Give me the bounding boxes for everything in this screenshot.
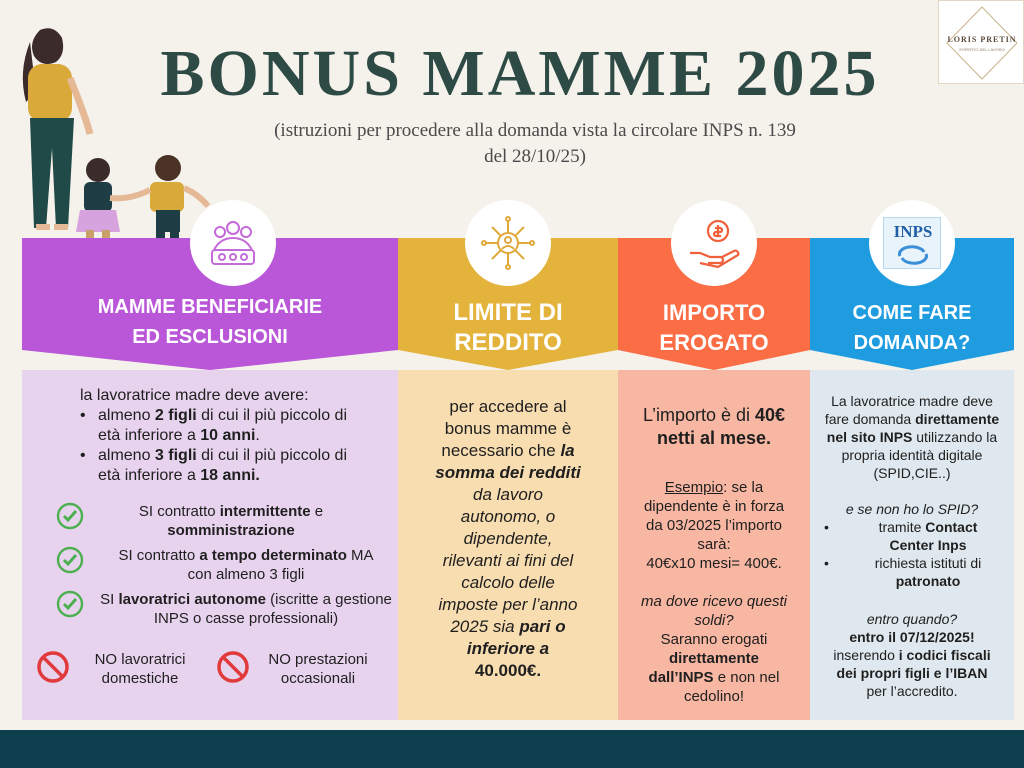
column-title-line-1: COME FARE bbox=[852, 302, 972, 324]
text-bold: dei propri figli e l’IBAN bbox=[836, 665, 988, 681]
text: 2025 sia bbox=[450, 617, 520, 636]
page-subtitle bbox=[190, 118, 880, 170]
text-line bbox=[406, 616, 610, 638]
text-line bbox=[622, 404, 806, 427]
list-item bbox=[824, 554, 1014, 590]
column-title bbox=[618, 298, 810, 358]
allowed-item-determinato bbox=[56, 546, 396, 584]
deadline-text bbox=[810, 610, 1014, 700]
text: utilizzando la bbox=[912, 429, 998, 445]
text: di cui il più piccolo di bbox=[196, 407, 347, 424]
column-title-line-1: IMPORTO bbox=[662, 300, 766, 325]
text-line bbox=[622, 668, 806, 687]
text-bold: 40.000€. bbox=[474, 661, 542, 680]
text-bold: la bbox=[560, 441, 575, 460]
text-bold: 40€ bbox=[755, 405, 786, 425]
column-title bbox=[22, 292, 398, 352]
text: MA bbox=[346, 547, 374, 564]
text: necessario che bbox=[441, 441, 561, 460]
text-line bbox=[810, 428, 1014, 446]
text-bold: Center Inps bbox=[889, 537, 967, 553]
text-line bbox=[406, 462, 610, 484]
column-header bbox=[22, 238, 398, 370]
text: NO lavoratrici bbox=[94, 651, 186, 668]
text-bold: intermittente bbox=[219, 503, 311, 520]
network-person-icon bbox=[478, 213, 538, 273]
text-line bbox=[406, 440, 610, 462]
text: entro quando? bbox=[866, 611, 958, 627]
text: almeno bbox=[98, 407, 155, 424]
text-line bbox=[810, 610, 1014, 628]
list-item bbox=[80, 446, 380, 486]
text-line bbox=[406, 638, 610, 660]
text: SI contratto bbox=[138, 503, 220, 520]
text: età inferiore a bbox=[98, 467, 201, 484]
family-group-icon bbox=[204, 214, 262, 272]
text-line bbox=[406, 660, 610, 682]
text-line: dipendente è in forza bbox=[643, 498, 785, 515]
text: ma dove ricevo questi bbox=[641, 593, 787, 610]
allowed-item-autonome bbox=[56, 590, 396, 628]
logo-tagline: ESPERTO DEL LAVORO bbox=[959, 47, 1005, 52]
text-line bbox=[406, 506, 610, 528]
recycle-arrows-icon bbox=[884, 242, 942, 268]
allowed-item-intermittente bbox=[56, 502, 366, 540]
prohibited-icon bbox=[36, 650, 70, 684]
text-bold: direttamente bbox=[915, 411, 1000, 427]
how-to-apply-text bbox=[810, 392, 1014, 482]
text-line: 40€x10 mesi= 400€. bbox=[646, 555, 782, 572]
column-title bbox=[398, 298, 618, 358]
excluded-text bbox=[258, 650, 378, 688]
text: e bbox=[310, 503, 324, 520]
text-line bbox=[622, 611, 806, 630]
text-bold: dall’INPS bbox=[648, 669, 714, 686]
column-icon-badge bbox=[190, 200, 276, 286]
column-title-line-2: EROGATO bbox=[659, 330, 769, 355]
text: SI contratto bbox=[118, 547, 200, 564]
page-title: BONUS MAMME 2025 bbox=[160, 37, 880, 110]
text: rilevanti ai fini del bbox=[442, 551, 574, 570]
text-line: (SPID,CIE..) bbox=[873, 465, 951, 481]
text: calcolo delle bbox=[461, 573, 555, 592]
text-bold: somma dei redditi bbox=[435, 463, 581, 482]
text-line bbox=[622, 427, 806, 450]
text-line bbox=[810, 646, 1014, 664]
text-bold: netti al mese. bbox=[656, 428, 772, 448]
text-line bbox=[810, 500, 1014, 518]
text: e se non ho lo SPID? bbox=[845, 501, 979, 517]
column-body bbox=[618, 370, 810, 720]
text: dipendente, bbox=[463, 529, 553, 548]
list-item bbox=[824, 518, 1014, 554]
requirements-list bbox=[80, 406, 380, 486]
text-bold: pari o bbox=[519, 617, 566, 636]
text-line bbox=[622, 592, 806, 611]
logo-name: LORIS PRETIN bbox=[947, 35, 1017, 44]
text: almeno bbox=[98, 447, 155, 464]
text: da lavoro bbox=[473, 485, 543, 504]
text: tramite bbox=[878, 519, 926, 535]
income-limit-text bbox=[406, 396, 610, 682]
text-line: per accedere al bbox=[449, 397, 567, 416]
text-line: bonus mamme è bbox=[444, 419, 572, 438]
text-line: cedolino! bbox=[683, 688, 745, 705]
column-title-line-1: LIMITE DI bbox=[453, 299, 563, 326]
text-line bbox=[622, 478, 806, 497]
prohibited-icon bbox=[216, 650, 250, 684]
list-item bbox=[80, 406, 380, 446]
subtitle-line-2: del 28/10/25) bbox=[484, 146, 586, 167]
text-bold: entro il 07/12/2025! bbox=[849, 629, 975, 645]
column-title-line-2: DOMANDA? bbox=[853, 332, 971, 354]
column-title-line-2: REDDITO bbox=[454, 329, 562, 356]
options-list bbox=[810, 518, 1014, 590]
excluded-text bbox=[80, 650, 200, 688]
text: imposte per l’anno bbox=[438, 595, 578, 614]
payment-text bbox=[622, 592, 806, 706]
column-header bbox=[618, 238, 810, 370]
text-line bbox=[406, 550, 610, 572]
check-circle-icon bbox=[56, 546, 84, 574]
text-line bbox=[810, 410, 1014, 428]
text-bold: a tempo determinato bbox=[199, 547, 347, 564]
text: fare domanda bbox=[824, 411, 916, 427]
text: L’importo è di bbox=[642, 405, 755, 425]
text: richiesta istituti di bbox=[874, 555, 982, 571]
text: SI bbox=[100, 591, 119, 608]
column-body bbox=[810, 370, 1014, 720]
text-bold: 10 anni bbox=[200, 427, 256, 444]
text-underline: Esempio bbox=[664, 479, 724, 496]
column-title-line-2: ED ESCLUSIONI bbox=[132, 326, 288, 348]
text: domestiche bbox=[101, 670, 179, 687]
brand-logo bbox=[938, 0, 1024, 84]
text-line: da 03/2025 l’importo bbox=[646, 517, 782, 534]
text: con almeno 3 figli bbox=[187, 566, 305, 583]
text: inserendo bbox=[833, 647, 899, 663]
text-line: per l’accredito. bbox=[866, 683, 958, 699]
column-icon-badge bbox=[671, 200, 757, 286]
requirements-block bbox=[80, 386, 380, 486]
text: età inferiore a bbox=[98, 427, 201, 444]
text-bold: 18 anni. bbox=[200, 467, 260, 484]
allowed-text bbox=[96, 546, 396, 584]
column-header bbox=[398, 238, 618, 370]
text: INPS o casse professionali) bbox=[153, 610, 339, 627]
inps-logo-text: INPS bbox=[893, 222, 933, 241]
text: di cui il più piccolo di bbox=[196, 447, 347, 464]
allowed-text bbox=[96, 590, 396, 628]
text: (iscritte a gestione bbox=[266, 591, 392, 608]
text-line: sarà: bbox=[697, 536, 731, 553]
amount-text bbox=[622, 404, 806, 450]
column-icon-badge bbox=[465, 200, 551, 286]
text-line bbox=[810, 664, 1014, 682]
text-bold: patronato bbox=[895, 573, 961, 589]
column-title bbox=[810, 298, 1014, 358]
text-bold: 2 figli bbox=[154, 407, 197, 424]
text-line bbox=[622, 649, 806, 668]
text: : se la bbox=[723, 479, 764, 496]
text-line bbox=[810, 628, 1014, 646]
text-line: propria identità digitale bbox=[841, 447, 983, 463]
text-line bbox=[406, 594, 610, 616]
example-text bbox=[622, 478, 806, 573]
text: . bbox=[255, 427, 260, 444]
inps-logo bbox=[883, 217, 941, 269]
text-bold: Contact bbox=[925, 519, 978, 535]
subtitle-line-1: (istruzioni per procedere alla domanda vista la circolare INPS n. 139 bbox=[274, 120, 796, 141]
text: autonomo, o bbox=[460, 507, 556, 526]
text-bold: inferiore a bbox=[466, 639, 550, 658]
text-line bbox=[406, 528, 610, 550]
check-circle-icon bbox=[56, 502, 84, 530]
text-line: Saranno erogati bbox=[660, 631, 768, 648]
mother-figure bbox=[23, 28, 90, 230]
column-body bbox=[22, 370, 398, 720]
text: e non nel bbox=[713, 669, 780, 686]
text-bold: direttamente bbox=[668, 650, 760, 667]
text-line: La lavoratrice madre deve bbox=[831, 393, 993, 409]
requirements-intro: la lavoratrice madre deve avere: bbox=[80, 387, 309, 404]
excluded-item-domestiche bbox=[36, 650, 200, 688]
column-icon-badge bbox=[869, 200, 955, 286]
excluded-item-occasionali bbox=[216, 650, 378, 688]
column-body bbox=[398, 370, 618, 720]
check-circle-icon bbox=[56, 590, 84, 618]
allowed-text bbox=[96, 502, 366, 540]
column-title-line-1: MAMME BENEFICIARIE bbox=[97, 296, 323, 318]
text-line bbox=[406, 572, 610, 594]
text-bold: 3 figli bbox=[154, 447, 197, 464]
text: soldi? bbox=[694, 612, 734, 629]
text-bold: i codici fiscali bbox=[898, 647, 991, 663]
column-header bbox=[810, 222, 1014, 370]
text-bold: nel sito INPS bbox=[826, 429, 913, 445]
text: occasionali bbox=[280, 670, 356, 687]
text-line bbox=[406, 484, 610, 506]
text-bold: somministrazione bbox=[167, 522, 295, 539]
no-spid-block bbox=[810, 500, 1014, 590]
hand-coin-icon bbox=[684, 213, 744, 273]
text-bold: lavoratrici autonome bbox=[118, 591, 266, 608]
text: NO prestazioni bbox=[268, 651, 368, 668]
footer-bar bbox=[0, 730, 1024, 768]
